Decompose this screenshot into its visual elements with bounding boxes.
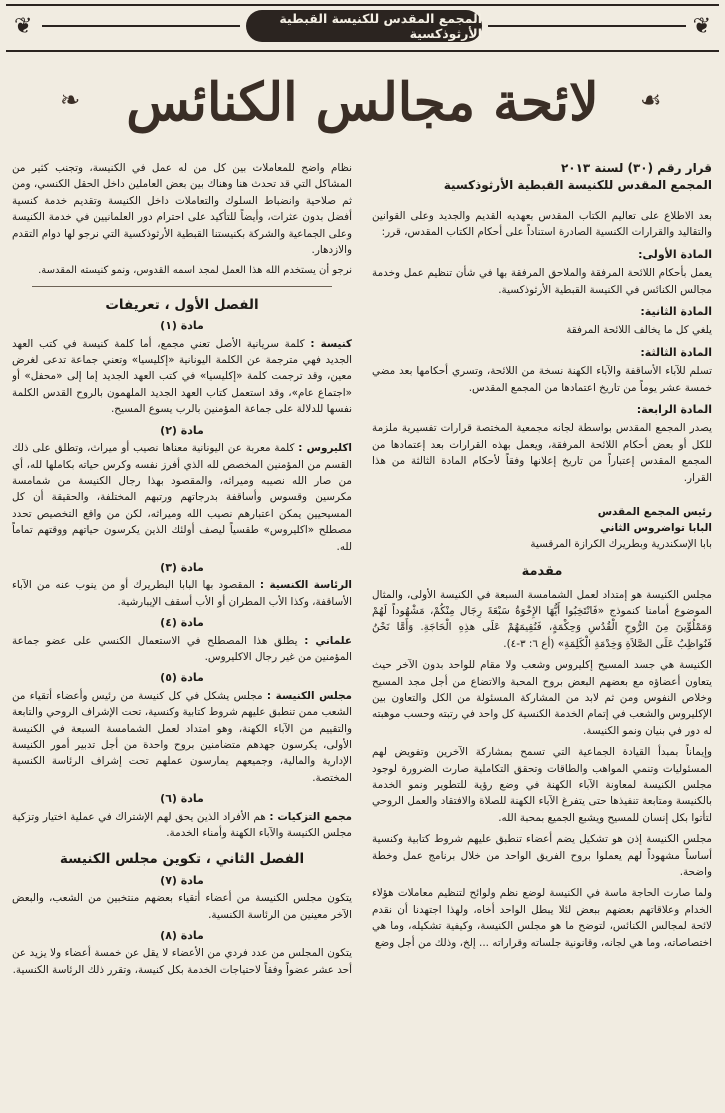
- article-3-text: تسلم للآباء الأساقفة والآباء الكهنة نسخة من اللائحة، وتسري أحكامها بعد مضي خمسة عشر يوماً من تاريخ اعتمادها من المجمع المقدس.: [372, 365, 712, 394]
- intro-paragraph: مجلس الكنيسة هو إمتداد لعمل الشمامسة السبعة في الكنيسة الأولى، والمثال الموضوع أمامنا كنموذج «فَانْتَخِبُوا أَيُّهَا الإِخْوَةُ سَبْعَةَ رِجَال مِنْكُمْ، مَشْهُوداً لَهُمْ وَمَمْلُوِّينَ مِنَ الرُّوحِ الْقُدُسِ وَحِكْمَةٍ، فَنُقِيمَهُمْ عَلَى هذِهِ الْحَاجَةِ. وَأَمَّا نَحْنُ فَنُواظِبُ عَلَى الصَّلاَةِ وَخِدْمَةِ الْكَلِمَةِ» (أع ٦: ٣-٤).: [372, 588, 712, 650]
- left-ornament-icon: ❦: [14, 14, 33, 39]
- header-banner: [6, 4, 719, 52]
- banner-text: المجمع المقدس للكنيسة القبطية الأرثوذكسية: [246, 10, 482, 42]
- definition-text: المقصود بها البابا البطريرك أو من ينوب عنه من الآباء الأساقفة، وكذا الأب المطران أو الأب أسقف الإيبارشية.: [12, 579, 352, 608]
- article-2-title: المادة الثانية:: [640, 305, 712, 319]
- signature-title: بابا الإسكندرية وبطريرك الكرازة المرقسية: [530, 538, 712, 551]
- definition: [12, 577, 352, 610]
- intro-paragraph: ولما صارت الحاجة ماسة في الكنيسة لوضع نظم ولوائح لتنظيم معاملات هؤلاء الخدام وعلاقاتهم بعضهم ببعض لئلا يبطل الواحد أخاه، ولهذا اجتهدنا أن نقدم لائحة لمجالس الكنائس، لتوضح ما هو مجلس الكنيسة، وكيفية تشكيله، وما هي اختصاصاته، وما هي لجانه، وقانونية جلساته وقراراته ... إلخ، وذلك من أجل وضع: [372, 887, 712, 949]
- definition: [12, 440, 352, 555]
- signature-name: البابا تواضروس الثاني: [600, 522, 712, 535]
- right-column: [372, 160, 712, 1110]
- definition-term: الرئاسة الكنسية :: [259, 579, 352, 592]
- article-2-text: يلغي كل ما يخالف اللائحة المرفقة: [566, 324, 712, 337]
- title-ornament-left-icon: ❧: [60, 86, 81, 114]
- article-4-title: المادة الرابعة:: [636, 403, 712, 417]
- article-number: مادة (٧): [160, 873, 204, 887]
- decision-intro: بعد الاطلاع على تعاليم الكتاب المقدس بعهديه القديم والجديد وعلى القوانين والتقاليد والقرارات الكنسية الصادرة استناداً على أحكام الكتاب المقدس، قرر:: [372, 210, 712, 239]
- definition-text: كلمة معربة عن اليونانية معناها نصيب أو ميراث، وتطلق على ذلك القسم من المؤمنين المخصص لله الذي أفرز نفسه وكرس حياته بكاملها لله، أي من صار الله نصيبه وميراثه، والمقصود بهذا رجال الكنيسة من شمامسة مكرسين وقسوس وأساقفة بدرجاتهم ورتبهم المختلفة، والحقيقة أن كل المسيحيين يمكن اعتبارهم نصيب الله وميراثه، لكن من واقع التخصيص تحدد مصطلح «اكليروس» طقسياً ليصف أولئك الذين يكرسون حياتهم ووقتهم تماماً لله.: [12, 442, 352, 553]
- article-1-title: المادة الأولى:: [638, 247, 712, 261]
- intro-heading: مقدمة: [521, 564, 563, 580]
- banner-rule-left: [42, 25, 240, 27]
- article-number: مادة (٨): [160, 929, 204, 943]
- article-number: مادة (٦): [160, 792, 204, 806]
- article-text: يتكون مجلس الكنيسة من أعضاء أتقياء بعضهم منتخبين من الشعب، والبعض الآخر معينين من الرئاسة الكنسية.: [12, 892, 352, 921]
- definition: [12, 809, 352, 842]
- definition-term: اكليروس :: [298, 442, 352, 455]
- definition-term: مجلس الكنيسة :: [266, 689, 352, 702]
- definition-term: مجمع التزكيات :: [269, 810, 352, 823]
- definition-term: كنيسة :: [310, 337, 352, 350]
- definition-text: يطلق هذا المصطلح في الاستعمال الكنسي على عضو جماعة المؤمنين من غير رجال الاكليروس.: [12, 634, 352, 663]
- decision-issuer: المجمع المقدس للكنيسة القبطية الأرثوذكسية: [443, 178, 712, 192]
- definition: [12, 633, 352, 666]
- prayer-line: نرجو أن يستخدم الله هذا العمل لمجد اسمه القدوس، ونمو كنيسته المقدسة.: [38, 265, 352, 277]
- signature-role: رئيس المجمع المقدس: [597, 506, 712, 519]
- right-ornament-icon: ❦: [692, 14, 711, 39]
- article-1-text: يعمل بأحكام اللائحة المرفقة والملاحق المرفقة بها في شأن تنظيم عمل وخدمة مجالس الكنائس في الكنيسة القبطية الأرثوذكسية.: [372, 267, 712, 296]
- article-3-title: المادة الثالثة:: [640, 345, 712, 359]
- left-column: [12, 160, 352, 1110]
- chapter-1-heading: الفصل الأول ، تعريفات: [105, 296, 259, 313]
- intro-paragraph: الكنيسة هي جسد المسيح إكليروس وشعب ولا مقام للواحد بدون الآخر حيث يتعاون أعضاؤه مع بعضهم البعض بروح المحبة والاتضاع من أجل مجد المسيح وخلاص النفوس ومن ثم لابد من المشاركة المسئولة من الكل والتعاون بين الإكليروس والشعب في إتمام الخدمة الكنسية كل واحد في رتبته وحسب موهبته له دور في بنيان ونمو الكنيسة.: [372, 659, 712, 737]
- article-number: مادة (١): [160, 319, 204, 333]
- definition-text: مجلس يشكل في كل كنيسة من رئيس وأعضاء أتقياء من الشعب ممن تنطبق عليهم شروط كتابية وكنسية، تحت الإشراف الروحي والتابعة والتقييم من الآباء الكهنة، وهو امتداد لعمل الشمامسة السبعة في الكنيسة الأولى، يكرسون جهدهم متضامنين بروح واحدة من أجل تدبير أمور الكنيسة الإدارية والمالية، وجميعهم يمارسون عملهم تحت إشراف الرئاسة الكنسية المختصة.: [12, 689, 352, 784]
- intro-continuation: نظام واضح للمعاملات بين كل من له عمل في الكنيسة، وتجنب كثير من المشاكل التي قد تحدث هنا وهناك بين بعض العاملين داخل الحقل الكنسي، ومن ثم صلاحية وانضباط السلوك والتعاملات داخل الكنيسة وتقديم خدمة كنسية أفضل بدون عثرات، وأيضاً للتأكيد على احترام دور العلمانيين في خدمة الكنيسة وعلى الجماعية والشركة بكنيستنا القبطية الأرثوذكسية التي نرجو لها دوام التقدم والازدهار.: [12, 162, 352, 257]
- intro-paragraph: مجلس الكنيسة إذن هو تشكيل يضم أعضاء تنطبق عليهم شروط كتابية وكنسية أساساً مشهوداً لهم يعملوا بروح الفريق الواحد من خلال برنامج عمل وخطة واضحة.: [372, 833, 712, 878]
- article-number: مادة (٣): [160, 560, 204, 574]
- banner-rule-right: [488, 25, 686, 27]
- title-ornament-right-icon: ☙: [640, 86, 662, 114]
- definition: [12, 688, 352, 786]
- article-number: مادة (٢): [160, 423, 204, 437]
- article-text: يتكون المجلس من عدد فردي من الأعضاء لا يقل عن خمسة أعضاء ولا يزيد عن أحد عشر عضواً وفقاً لاحتياجات الخدمة بكل كنيسة، وتقرر ذلك الرئاسة الكنسية.: [12, 947, 352, 976]
- definition-term: علماني :: [304, 634, 352, 647]
- intro-paragraph: وإيماناً بمبدأ القيادة الجماعية التي تسمح بمشاركة الآخرين وتفويض لهم المسئوليات وتنمي المواهب والطاقات وتحقق التكاملية صارت الضرورة لوجود مجلس الكنيسة لمعاونة الآباء الكهنة في وضع رؤية للتطوير ونمو الخدمة بالكنيسة ومتابعة تنفيذها حتى يتفرغ الآباء الكهنة للصلاة والافتقاد والعمل الروحي لتأتوا بكل إنسان للمسيح ويشبع الجميع بمحبة الله.: [372, 746, 712, 824]
- definition-text: كلمة سريانية الأصل تعني مجمع، أما كلمة كنيسة في كتب العهد الجديد فهي مترجمة عن الكلمة اليونانية «إكليسيا» وتعني جماعة تدعى لغرض معين، وقد ترجمت كلمة «إكليسيا» في كتب العهد الجديد إما إلى «محفل» أو «اجتماع عام»، وقد استعمل كتاب العهد الجديد الملهمون بالروح القدس الكلمة نفسها للدلالة على جماعة المؤمنين بالرب يسوع المسيح.: [12, 337, 352, 416]
- article-number: مادة (٥): [160, 671, 204, 685]
- definition-text: هم الأفراد الذين يحق لهم الإشتراك في عملية اختيار وتزكية مجلس الكنيسة والآباء الكهنة وأمناء الخدمة.: [12, 810, 352, 840]
- decision-number: قرار رقم (٣٠) لسنة ٢٠١٣: [560, 161, 712, 175]
- divider: [32, 286, 332, 287]
- article-number: مادة (٤): [160, 616, 204, 630]
- article-4-text: يصدر المجمع المقدس بواسطة لجانه مجمعية المختصة قرارات تفسيرية ملزمة للكل أو بعض أحكام اللائحة المرفقة، ويعمل بهذه القرارات بعد إعتمادها من المجمع المقدس إعتباراً من تاريخ إعلانها وفقاً لأحكام المادة الثالثة من هذا القرار.: [372, 422, 712, 484]
- chapter-2-heading: الفصل الثاني ، تكوين مجلس الكنيسة: [59, 851, 305, 868]
- definition: [12, 336, 352, 418]
- signature-block: [372, 504, 712, 552]
- main-title: لائحة مجالس الكنائس: [126, 71, 599, 133]
